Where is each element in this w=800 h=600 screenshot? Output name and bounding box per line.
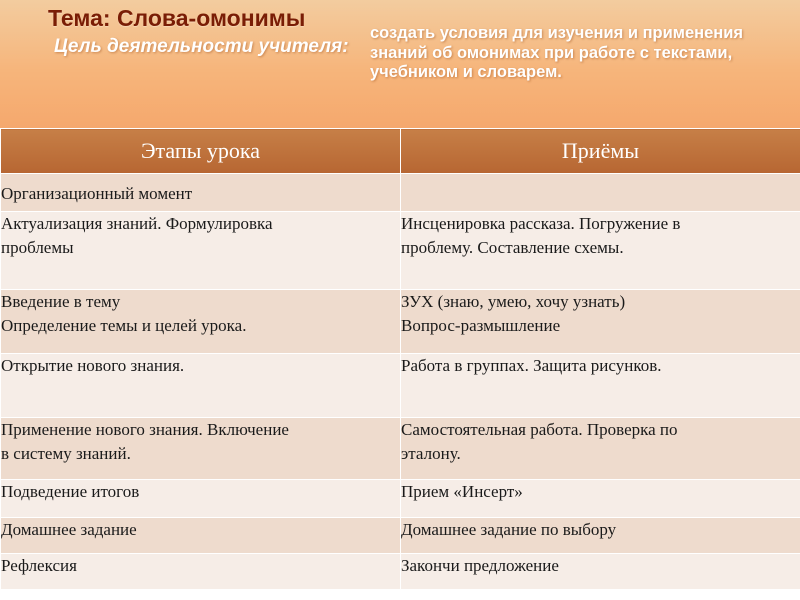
column-header-methods: Приёмы	[401, 129, 800, 174]
column-header-stages: Этапы урока	[1, 129, 401, 174]
stage-cell	[1, 212, 401, 290]
stage-text: Актуализация знаний. Формулировка	[1, 214, 273, 233]
stage-text: проблемы	[1, 238, 74, 257]
stage-text: Подведение итогов	[1, 482, 140, 501]
method-text: Закончи предложение	[401, 556, 559, 575]
table-row	[1, 290, 800, 354]
table-row	[1, 212, 800, 290]
goal-text: создать условия для изучения и применения знаний об омонимах при работе с текстами, учебником и словарем.	[370, 24, 744, 81]
method-text: Прием «Инсерт»	[401, 482, 523, 501]
method-cell	[401, 290, 800, 354]
stage-cell	[1, 518, 401, 554]
goal-label: Цель деятельности учителя:	[54, 36, 349, 57]
stage-cell	[1, 418, 401, 480]
method-text: эталону.	[401, 444, 461, 463]
stage-cell	[1, 290, 401, 354]
lesson-stages-table	[0, 128, 800, 590]
stage-cell	[1, 554, 401, 590]
table-row	[1, 518, 800, 554]
table-row	[1, 174, 800, 212]
slide-title: Тема: Слова-омонимы	[48, 5, 306, 31]
stage-text: Рефлексия	[1, 556, 77, 575]
stage-text: Домашнее задание	[1, 520, 137, 539]
method-cell	[401, 554, 800, 590]
slide-header	[0, 0, 800, 128]
method-text: Домашнее задание по выбору	[401, 520, 617, 539]
method-cell	[401, 354, 800, 418]
stage-cell	[1, 354, 401, 418]
stage-cell	[1, 480, 401, 518]
table-row	[1, 480, 800, 518]
stage-text: Определение темы и целей урока.	[1, 316, 247, 335]
method-text: Самостоятельная работа. Проверка по	[401, 420, 678, 439]
method-text: ЗУХ (знаю, умею, хочу узнать)	[401, 292, 626, 311]
method-text: Работа в группах. Защита рисунков.	[401, 356, 662, 375]
method-cell	[401, 418, 800, 480]
method-text: Инсценировка рассказа. Погружение в	[401, 214, 681, 233]
method-cell	[401, 480, 800, 518]
method-text: Вопрос-размышление	[401, 316, 561, 335]
table-row	[1, 354, 800, 418]
stage-cell	[1, 174, 401, 212]
stage-text: Открытие нового знания.	[1, 356, 185, 375]
table-row	[1, 554, 800, 590]
method-cell	[401, 212, 800, 290]
method-cell	[401, 174, 800, 212]
method-text: проблему. Составление схемы.	[401, 238, 624, 257]
method-cell	[401, 518, 800, 554]
stage-text: Введение в тему	[1, 292, 121, 311]
table-header-row	[1, 129, 800, 174]
table-row	[1, 418, 800, 480]
stage-text: в систему знаний.	[1, 444, 131, 463]
stage-text: Организационный момент	[1, 184, 193, 203]
stage-text: Применение нового знания. Включение	[1, 420, 289, 439]
